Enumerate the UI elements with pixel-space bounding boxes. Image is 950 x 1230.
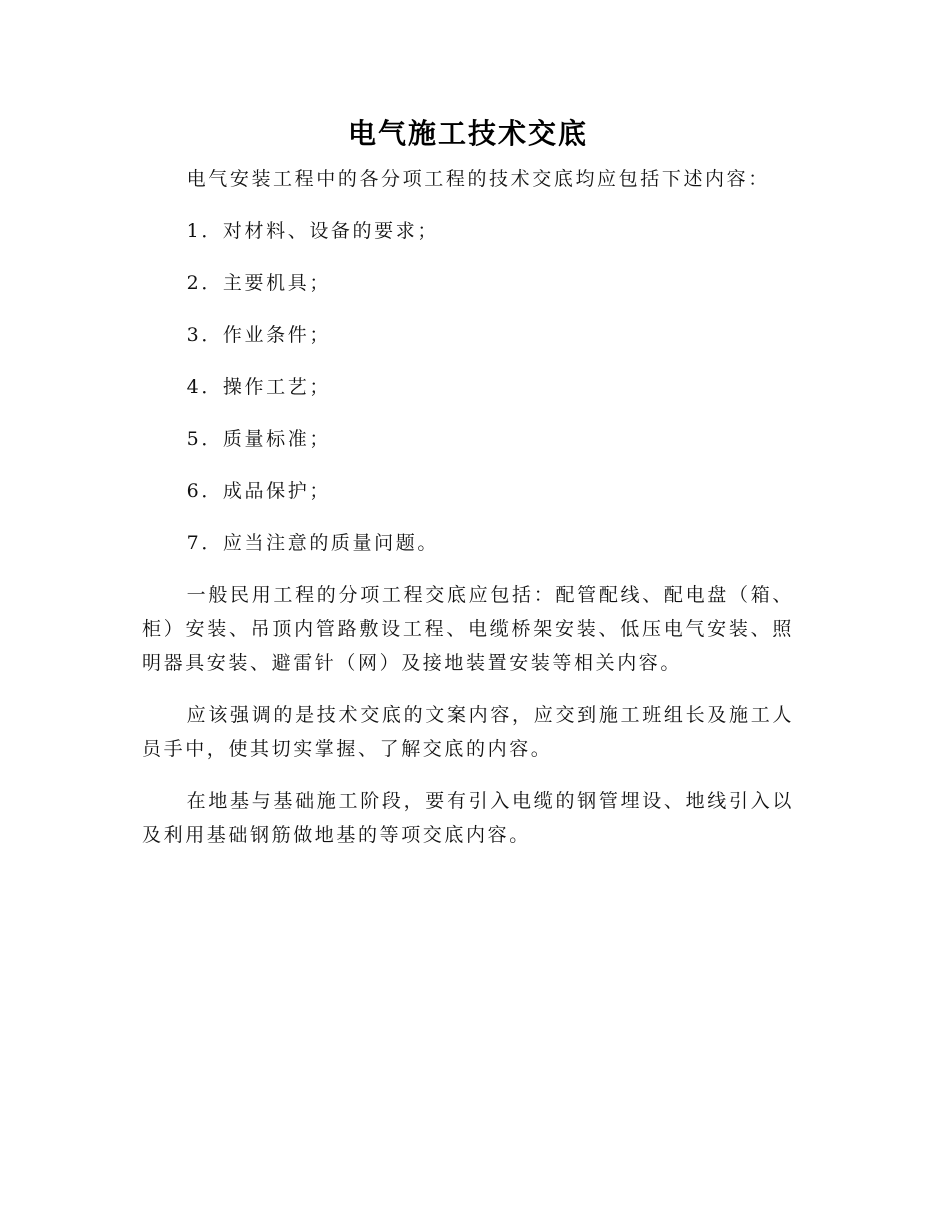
body-paragraph-civil-works: 一般民用工程的分项工程交底应包括：配管配线、配电盘（箱、柜）安装、吊顶内管路敷设工程、电缆桥架安装、低压电气安装、照明器具安装、避雷针（网）及接地装置安装等相关内容。 — [142, 584, 794, 674]
document-body — [142, 108, 794, 852]
list-item: 6．成品保护； — [186, 480, 331, 502]
requirements-list — [142, 214, 794, 560]
list-item: 2．主要机具； — [186, 272, 331, 294]
list-item: 4．操作工艺； — [186, 376, 331, 398]
list-item: 5．质量标准； — [186, 428, 331, 450]
body-paragraph-foundation-stage: 在地基与基础施工阶段，要有引入电缆的钢管埋设、地线引入以及利用基础钢筋做地基的等项交底内容。 — [142, 790, 794, 846]
document-title: 电气施工技术交底 — [347, 117, 588, 150]
list-item: 1．对材料、设备的要求； — [186, 220, 439, 242]
list-item: 7．应当注意的质量问题。 — [186, 532, 439, 554]
intro-paragraph: 电气安装工程中的各分项工程的技术交底均应包括下述内容： — [186, 168, 770, 190]
body-paragraph-document-delivery: 应该强调的是技术交底的文案内容，应交到施工班组长及施工人员手中，使其切实掌握、了解交底的内容。 — [142, 704, 794, 760]
list-item: 3．作业条件； — [186, 324, 331, 346]
